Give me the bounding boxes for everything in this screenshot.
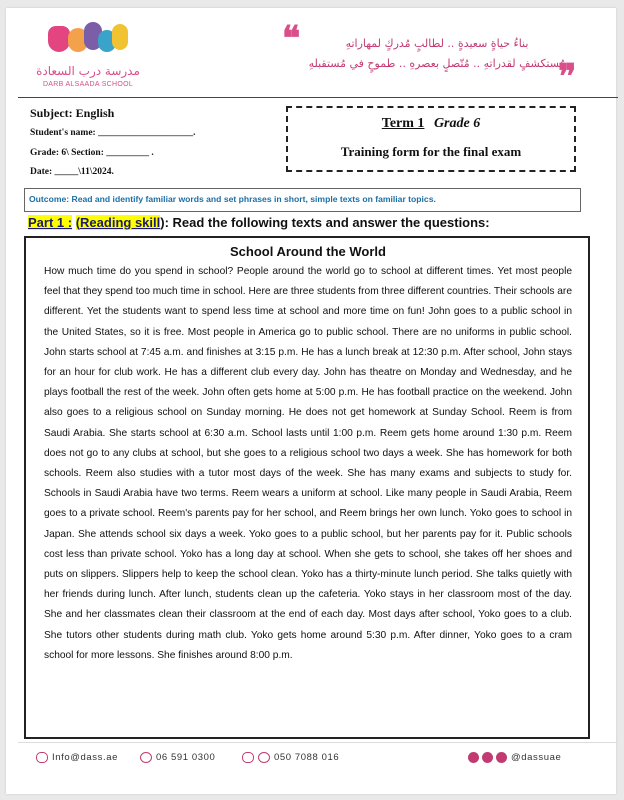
slogan-line-1: بناءُ حياةٍ سعيدةٍ .. لطالبٍ مُدركٍ لمهاراتهِ xyxy=(345,37,529,50)
social-handle: @dassuae xyxy=(511,752,562,763)
school-logo xyxy=(24,20,154,94)
part-open-paren: ( xyxy=(75,215,81,230)
school-name-arabic: مدرسة درب السعادة xyxy=(36,64,140,78)
passage-text: How much time do you spend in school? People around the world go to school at different times. Yet most people feel that they spend too much time in school. Here are three students from three different countries. Their schools are different. Yet the students want to spend less time at school and more time on fun! John goes to a public school in the United States, so it is free. Most people in America go to public school. There are no uniforms in public school. John starts school at 7:45 a.m. and finishes at 3:15 p.m. He has a lunch break at 12:30 p.m. After school, John stays for an hour for club work. He has a different club every day. John has theatre on Monday and Wednesday, and he plays football the rest of the week. John often gets home at 5:00 p.m. He has football practice on the weekend. John also goes to a religious school on Sunday morning. He does not get homework at Sunday School. Reem is from Saudi Arabia. She starts school at 6:30 a.m. School lasts until 1:00 p.m. Reem gets home around 1:30 p.m. Reem does not go to any clubs at school, but she goes to a religious school two days a week. She has homework for both schools. Reem also studies with a tutor most days of the week. She has many exams and subjects to study for. Schools in Saudi Arabia have two terms. Reem wears a uniform at school. Like many people in Saudi Arabia, Reem goes to a private school. Reem's parents pay for her school, and Reem brings her own lunch. Yoko goes to school in Japan. She attends school six days a week. Yoko goes to a public school, but her parents pay for it. Public schools cost less than private school. Yoko has a long day at school. When she gets to school, she takes off her shoes and puts on slippers. Slippers help to keep the school clean. Yoko has a thirty-minute lunch period. She talks quietly with her friends during lunch. After lunch, students clean up the cafeteria. Yoko stays in her classroom most of the day. She and her classmates clean their classroom at the end of each day. Most days after school, Yoko goes to a club. She tutors other students during math club. Yoko gets home around 5:30 p.m. After dinner, Yoko goes to a cram school for more lessons. She finishes around 8:00 p.m. xyxy=(44,266,572,661)
student-name-field[interactable]: Student's name: ____________________. xyxy=(30,128,196,138)
quote-close-mark: ❞ xyxy=(558,57,577,97)
quote-open-mark: ❝ xyxy=(282,19,301,59)
phone-icon xyxy=(140,752,152,763)
part-heading xyxy=(28,215,490,230)
subject-label: Subject: English xyxy=(30,106,115,120)
youtube-icon[interactable] xyxy=(496,752,507,763)
footer-mobile xyxy=(242,752,339,763)
school-slogan xyxy=(306,34,568,74)
social-icons xyxy=(468,752,507,763)
school-name-english: DARB ALSAADA SCHOOL xyxy=(42,81,134,88)
passage-title: School Around the World xyxy=(230,244,386,259)
learning-outcome: Outcome: Read and identify familiar words and set phrases in short, simple texts on familiar topics. xyxy=(24,188,581,212)
mobile-icon xyxy=(242,752,254,763)
footer-social xyxy=(468,752,561,763)
exam-title: Training form for the final exam xyxy=(340,144,522,159)
part-instructions: ): Read the following texts and answer the questions: xyxy=(160,215,490,230)
part-label: Part 1 : xyxy=(28,215,73,230)
footer-divider xyxy=(18,742,618,743)
header-divider xyxy=(18,97,618,98)
mobile-text: 050 7088 016 xyxy=(274,752,340,763)
term-box xyxy=(286,106,576,172)
email-text: Info@dass.ae xyxy=(52,752,118,763)
worksheet-page xyxy=(6,8,616,794)
logo-mark xyxy=(24,20,154,60)
facebook-icon[interactable] xyxy=(468,752,479,763)
footer-phone xyxy=(140,752,215,763)
telegram-icon xyxy=(258,752,270,763)
date-field[interactable]: Date: _____\11\2024. xyxy=(30,167,114,177)
slogan-line-2: مُستكشفٍ لقدراتهِ .. مُتّصلٍ بعصرهِ .. طموحٍ في مُستقبلهِ xyxy=(308,57,566,70)
phone-text: 06 591 0300 xyxy=(156,752,216,763)
contact-footer xyxy=(36,752,588,768)
term-label: Term 1 xyxy=(381,116,425,131)
grade-label: Grade 6 xyxy=(433,116,481,131)
skill-label: Reading skill xyxy=(80,215,161,230)
term-grade-line xyxy=(288,116,574,132)
email-icon xyxy=(36,752,48,763)
footer-email xyxy=(36,752,118,763)
reading-passage xyxy=(24,236,590,739)
instagram-icon[interactable] xyxy=(482,752,493,763)
grade-section-field[interactable]: Grade: 6\ Section: _________ . xyxy=(30,148,154,158)
